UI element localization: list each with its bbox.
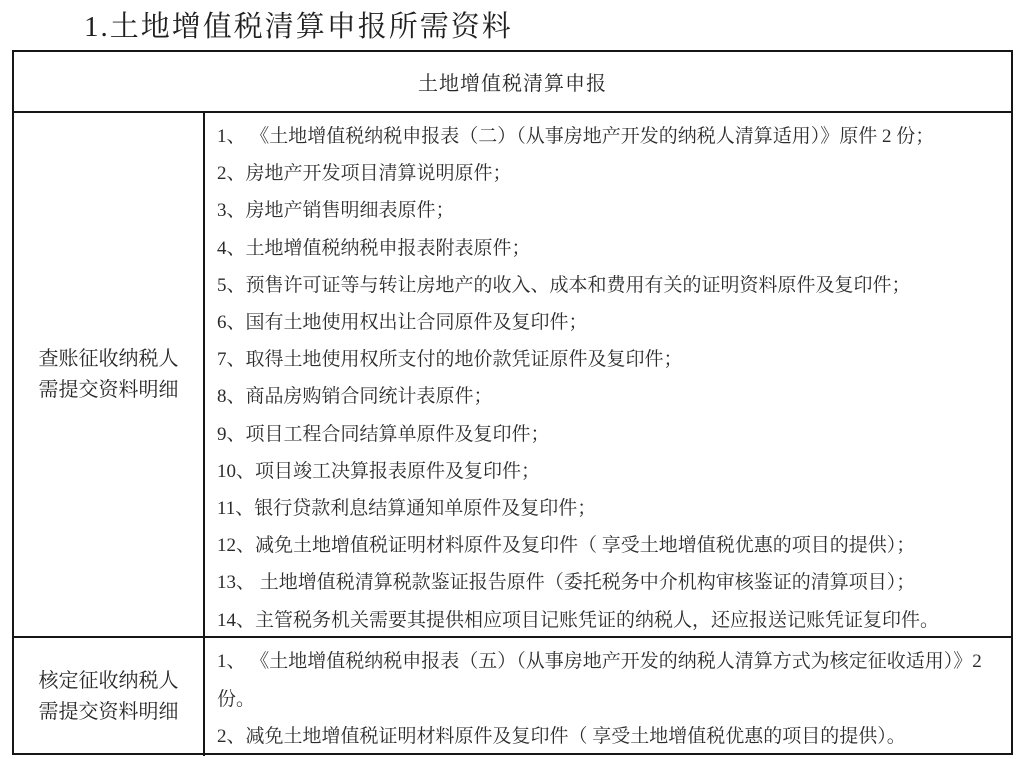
- requirements-table: [12, 50, 1013, 755]
- row-label-assessed-collection: 核定征收纳税人需提交资料明细: [14, 638, 205, 756]
- requirement-item: 4、土地增值税纳税申报表附表原件；: [217, 237, 531, 259]
- requirement-item: 7、取得土地使用权所支付的地价款凭证原件及复印件；: [217, 349, 683, 371]
- requirement-item: 12、减免土地增值税证明材料原件及复印件（ 享受土地增值税优惠的项目的提供）；: [217, 535, 916, 557]
- requirement-item: 1、 《土地增值税纳税申报表（五）（从事房地产开发的纳税人清算方式为核定征收适用）》2 份。: [217, 651, 982, 710]
- requirement-item: 2、减免土地增值税证明材料原件及复印件（ 享受土地增值税优惠的项目的提供）。: [217, 726, 906, 747]
- requirement-item: 6、国有土地使用权出让合同原件及复印件；: [217, 312, 588, 334]
- page-title: 1.土地增值税清算申报所需资料: [84, 11, 513, 43]
- requirement-item: 8、商品房购销合同统计表原件；: [217, 386, 493, 408]
- assessed-collection-items-cell: [205, 638, 1011, 756]
- requirement-item: 2、房地产开发项目清算说明原件；: [217, 163, 512, 185]
- audit-collection-item-list: [217, 118, 1005, 639]
- requirement-item: 13、 土地增值税清算税款鉴证报告原件（委托税务中介机构审核鉴证的清算项目）；: [217, 572, 916, 594]
- requirement-item: 1、 《土地增值税纳税申报表（二）（从事房地产开发的纳税人清算适用）》原件 2 份；: [217, 126, 935, 147]
- requirement-item: 14、主管税务机关需要其提供相应项目记账凭证的纳税人，还应报送记账凭证复印件。: [217, 609, 940, 631]
- assessed-collection-item-list: [217, 643, 1005, 756]
- requirement-item: 3、房地产销售明细表原件；: [217, 200, 455, 222]
- requirement-item: 5、预售许可证等与转让房地产的收入、成本和费用有关的证明资料原件及复印件；: [217, 274, 911, 296]
- audit-collection-items-cell: [205, 113, 1011, 638]
- requirement-item: 10、项目竣工决算报表原件及复印件；: [217, 460, 541, 482]
- row-label-audit-collection: 查账征收纳税人需提交资料明细: [14, 113, 205, 638]
- requirement-item: 9、项目工程合同结算单原件及复印件；: [217, 423, 550, 445]
- table-header: 土地增值税清算申报: [14, 52, 1011, 113]
- requirement-item: 11、银行贷款利息结算通知单原件及复印件；: [217, 498, 597, 520]
